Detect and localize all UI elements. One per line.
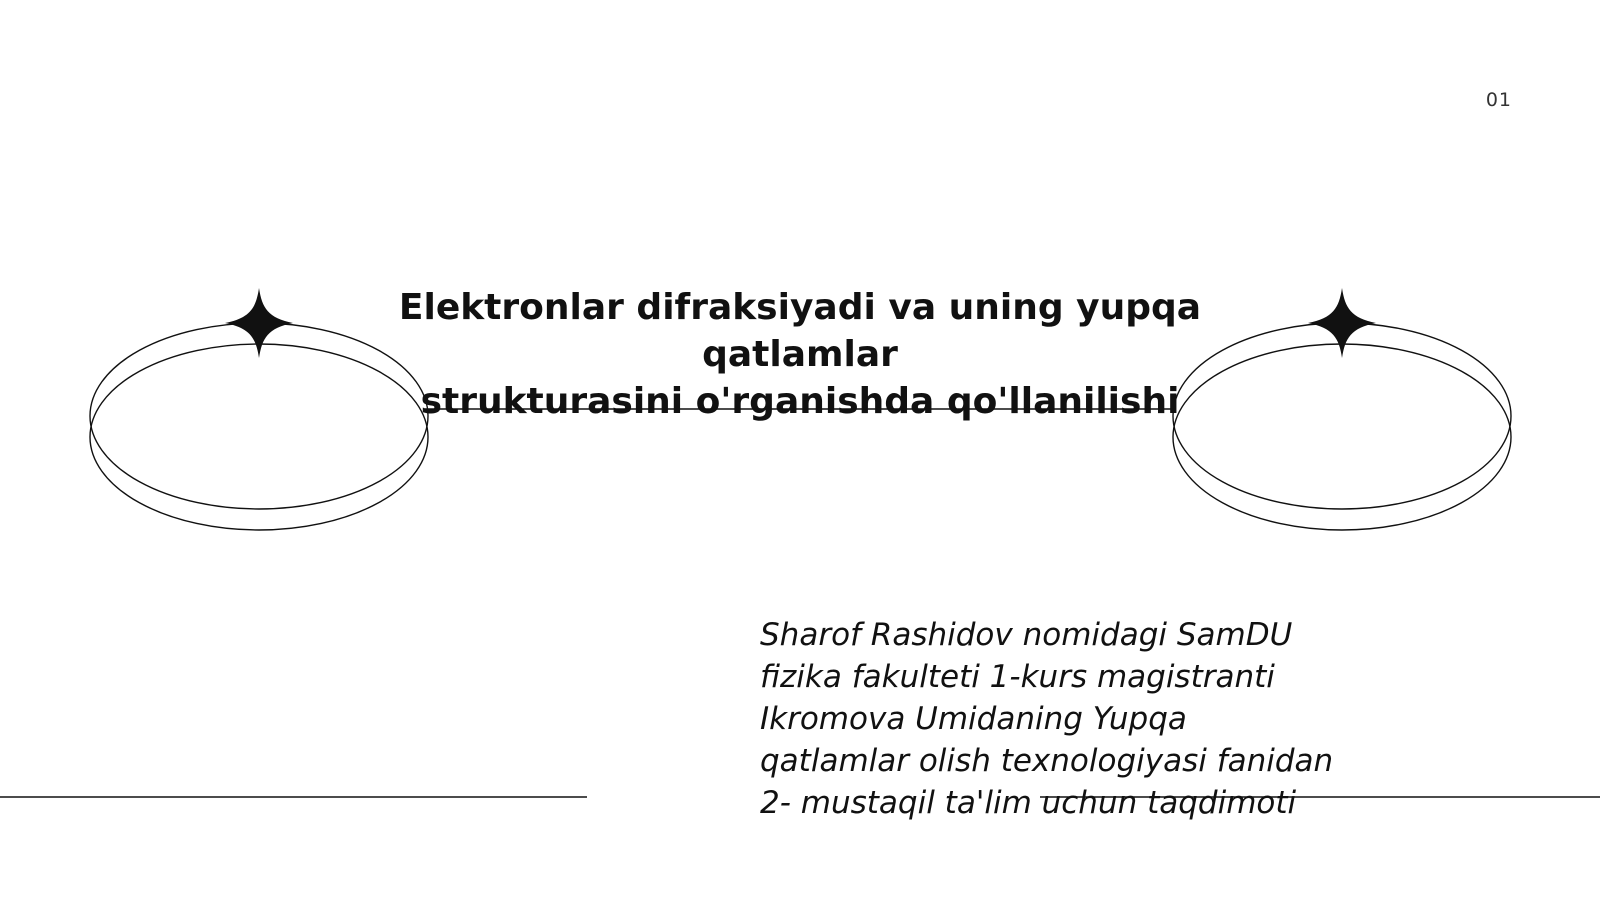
presenter-info-line: 2- mustaqil ta'lim uchun taqdimoti (760, 785, 1297, 821)
page-number: 01 (1485, 89, 1512, 111)
sparkle-star-icon (225, 288, 293, 358)
title-line: strukturasini o'rganishda qo'llanilishi (420, 381, 1180, 422)
title-line: Elektronlar difraksiyadi va uning yupqa qatlamlar (398, 287, 1202, 375)
presenter-info-line: Sharof Rashidov nomidagi SamDU (760, 617, 1293, 653)
presenter-info-line: fizika fakulteti 1-kurs magistranti (760, 659, 1275, 695)
slide-title (300, 284, 1300, 425)
sparkle-star-icon (1308, 288, 1376, 358)
presenter-info (760, 614, 1380, 824)
presenter-info-line: Ikromova Umidaning Yupqa (760, 701, 1187, 737)
presenter-info-line: qatlamlar olish texnologiyasi fanidan (760, 743, 1334, 779)
